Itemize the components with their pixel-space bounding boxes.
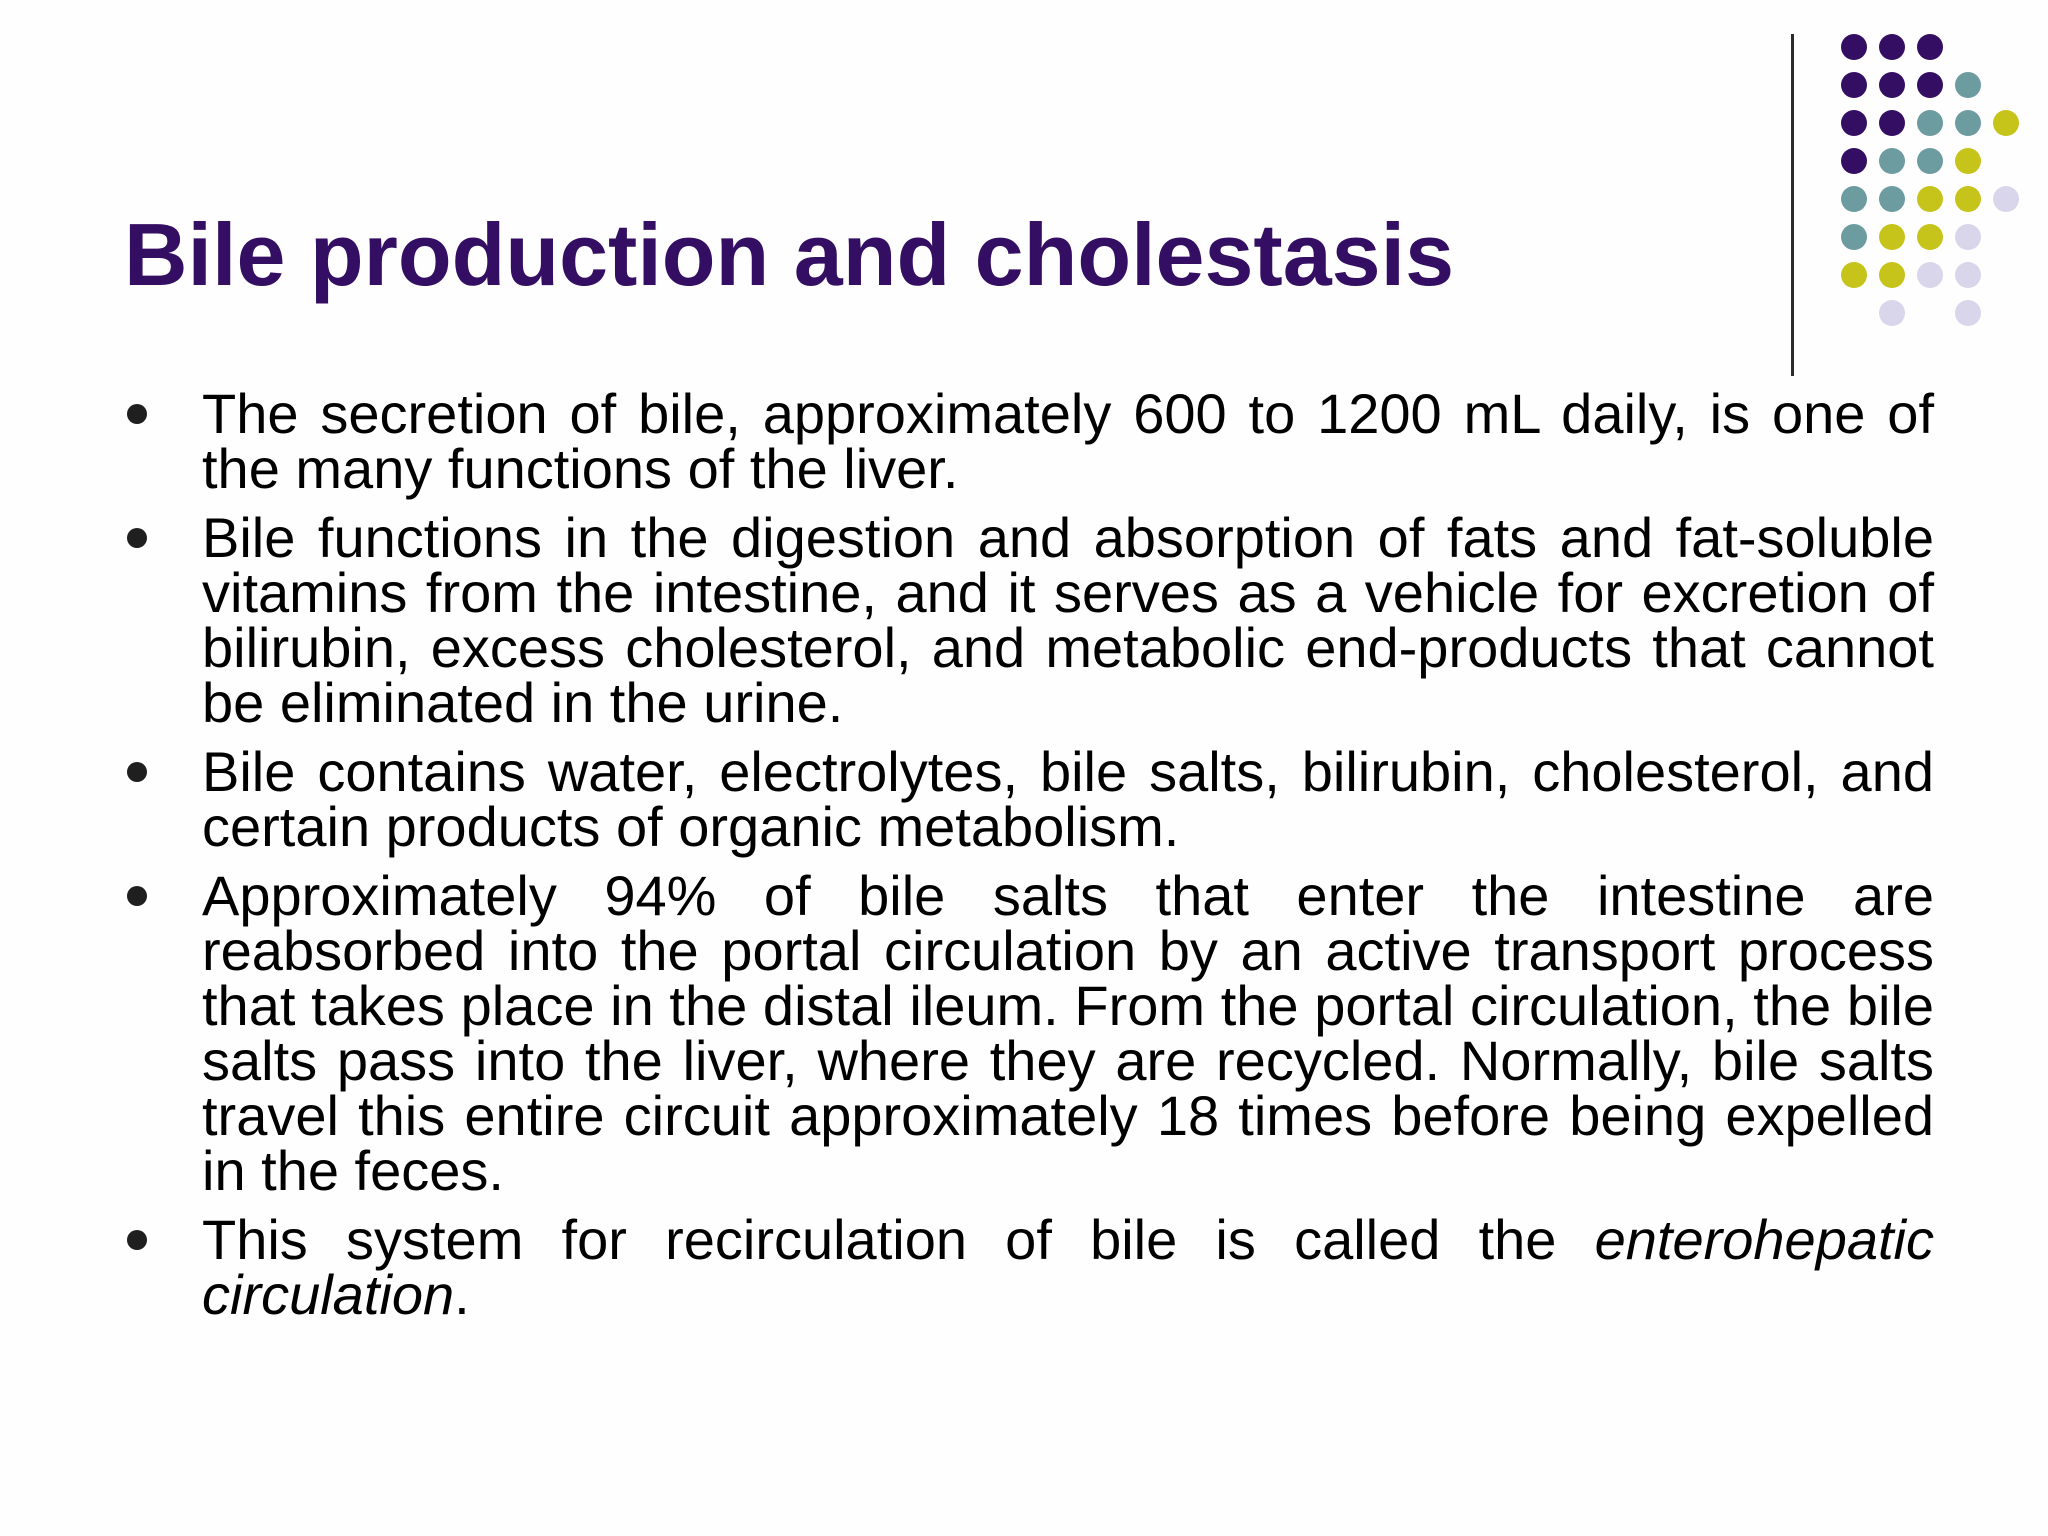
bullet-list bbox=[124, 382, 1934, 1336]
decorative-dot bbox=[1841, 262, 1867, 288]
decorative-dot bbox=[1955, 110, 1981, 136]
bullet-dot-icon bbox=[127, 886, 147, 906]
decorative-dot bbox=[1879, 300, 1905, 326]
decorative-dot bbox=[1841, 148, 1867, 174]
bullet-dot-icon bbox=[127, 404, 147, 424]
bullet-dot-icon bbox=[127, 762, 147, 782]
decorative-dot bbox=[1841, 224, 1867, 250]
bullet-text-after: . bbox=[454, 1263, 470, 1326]
decorative-dot bbox=[1879, 224, 1905, 250]
bullet-text: Bile contains water, electrolytes, bile salts, bilirubin, cholesterol, and certain products of organic metabolism. bbox=[202, 740, 1934, 858]
decorative-dot bbox=[1841, 72, 1867, 98]
decorative-dot bbox=[1917, 34, 1943, 60]
decorative-dot bbox=[1841, 110, 1867, 136]
decorative-dot bbox=[1917, 186, 1943, 212]
decorative-dot bbox=[1879, 148, 1905, 174]
slide-title: Bile production and cholestasis bbox=[124, 205, 1455, 304]
decorative-dot bbox=[1993, 186, 2019, 212]
bullet-text: Approximately 94% of bile salts that enter the intestine are reabsorbed into the portal circulation by an active transport process that takes place in the distal ileum. From the portal circulation, the bile salts pass into the liver, where they are recycled. Normally, bile salts travel this entire circuit approximately 18 times before being expelled in the feces. bbox=[202, 864, 1934, 1202]
decorative-dot bbox=[1917, 72, 1943, 98]
decorative-dot bbox=[1841, 186, 1867, 212]
bullet-text: Bile functions in the digestion and absorption of fats and fat-soluble vitamins from the intestine, and it serves as a vehicle for excretion of bilirubin, excess cholesterol, and metabolic end-products that cannot be eliminated in the urine. bbox=[202, 506, 1934, 734]
bullet-item bbox=[124, 740, 1934, 858]
decorative-dot bbox=[1955, 148, 1981, 174]
bullet-text: The secretion of bile, approximately 600 to 1200 mL daily, is one of the many functions of the liver. bbox=[202, 382, 1934, 500]
bullet-text bbox=[202, 1208, 1934, 1326]
decorative-dot bbox=[1879, 186, 1905, 212]
decorative-dot bbox=[1955, 300, 1981, 326]
decorative-dot bbox=[1879, 262, 1905, 288]
decorative-dot bbox=[1955, 224, 1981, 250]
bullet-text-before: This system for recirculation of bile is called the bbox=[202, 1208, 1595, 1271]
decorative-dot bbox=[1955, 72, 1981, 98]
bullet-item bbox=[124, 506, 1934, 734]
decorative-dot bbox=[1879, 34, 1905, 60]
decorative-dot bbox=[1917, 110, 1943, 136]
bullet-item bbox=[124, 1208, 1934, 1326]
decorative-dot bbox=[1841, 34, 1867, 60]
decorative-dot bbox=[1917, 148, 1943, 174]
decorative-dot bbox=[1955, 186, 1981, 212]
bullet-item bbox=[124, 382, 1934, 500]
decorative-dot bbox=[1917, 262, 1943, 288]
bullet-dot-icon bbox=[127, 1230, 147, 1250]
vertical-divider bbox=[1791, 34, 1794, 376]
decorative-dot bbox=[1879, 110, 1905, 136]
decorative-dot bbox=[1993, 110, 2019, 136]
decorative-dot bbox=[1917, 224, 1943, 250]
bullet-dot-icon bbox=[127, 528, 147, 548]
bullet-emphasis: enterohepatic circulation bbox=[202, 1208, 1934, 1326]
bullet-item bbox=[124, 864, 1934, 1202]
decorative-dot bbox=[1879, 72, 1905, 98]
decorative-dot bbox=[1955, 262, 1981, 288]
